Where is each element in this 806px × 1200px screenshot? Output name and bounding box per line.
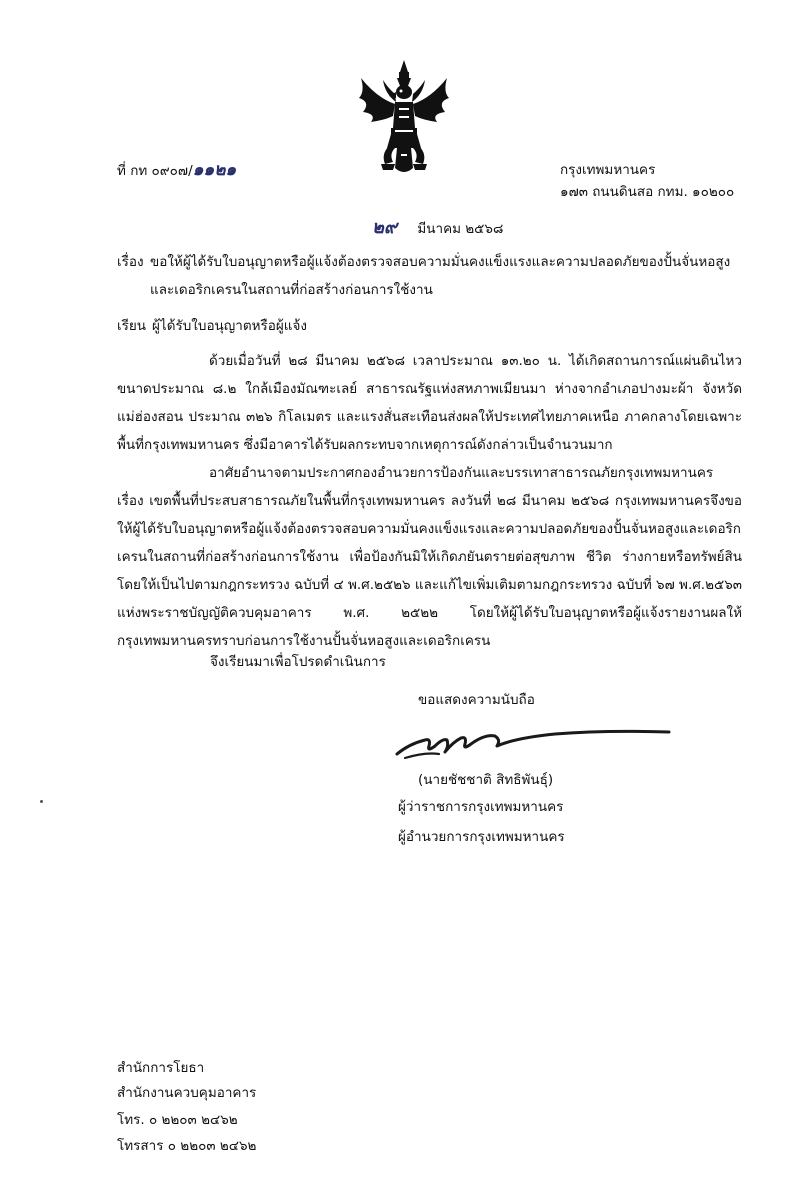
- date-month-year: มีนาคม ๒๕๖๘: [417, 221, 504, 237]
- subject-line-1: ขอให้ผู้ได้รับใบอนุญาตหรือผู้แจ้งต้องตรวจสอบความมั่นคงแข็งแรงและความปลอดภัยของปั้นจั่นหอสูง: [150, 254, 731, 270]
- subject-line-2: และเดอริกเครนในสถานที่ก่อสร้างก่อนการใช้งาน: [150, 282, 433, 298]
- footer-office-2: สำนักงานควบคุมอาคาร: [117, 1085, 257, 1101]
- garuda-emblem-icon: [355, 58, 453, 178]
- scan-speck: [40, 800, 43, 803]
- salutation-label: เรียน: [117, 318, 147, 334]
- body-paragraph-1: ด้วยเมื่อวันที่ ๒๘ มีนาคม ๒๕๖๘ เวลาประมาณ ๑๓.๒๐ น. ได้เกิดสถานการณ์แผ่นดินไหวขนาดประมาณ ๘.๒ ใกล้เมืองมัณฑะเลย์ สาธารณรัฐแห่งสหภาพเมียนมา ห่างจากอำเภอปางมะผ้า จังหวัดแม่ฮ่องสอน ประมาณ ๓๒๖ กิโลเมตร และแรงสั่นสะเทือนส่งผลให้ประเทศไทยภาคเหนือ ภาคกลางโดยเฉพาะพื้นที่กรุงเทพมหานคร ซึ่งมีอาคารได้รับผลกระทบจากเหตุการณ์ดังกล่าวเป็นจำนวนมาก: [117, 353, 742, 453]
- date-day-handwritten: ๒๙: [372, 217, 398, 238]
- org-name: กรุงเทพมหานคร: [560, 162, 656, 178]
- reference-number-handwritten: ๑๑๒๑: [192, 160, 237, 180]
- footer-fax: โทรสาร ๐ ๒๒๐๓ ๒๔๖๒: [117, 1138, 257, 1154]
- footer-office-1: สำนักการโยธา: [117, 1060, 205, 1076]
- signatory-title-1: ผู้ว่าราชการกรุงเทพมหานคร: [398, 799, 564, 815]
- signatory-title-2: ผู้อำนวยการกรุงเทพมหานคร: [398, 829, 565, 845]
- closing-request: จึงเรียนมาเพื่อโปรดดำเนินการ: [210, 654, 386, 670]
- salutation-text: ผู้ได้รับใบอนุญาตหรือผู้แจ้ง: [152, 318, 308, 334]
- footer-phone: โทร. ๐ ๒๒๐๓ ๒๔๖๒: [117, 1112, 238, 1128]
- letter-date: [372, 218, 503, 239]
- reference-number: [117, 160, 236, 181]
- closing: ขอแสดงความนับถือ: [418, 692, 535, 708]
- subject-label: เรื่อง: [117, 254, 144, 270]
- org-address: ๑๗๓ ถนนดินสอ กทม. ๑๐๒๐๐: [560, 184, 735, 200]
- signatory-name: (นายชัชชาติ สิทธิพันธุ์): [418, 772, 554, 788]
- body-paragraph-2: อาศัยอำนาจตามประกาศกองอำนวยการป้องกันและบรรเทาสาธารณภัยกรุงเทพมหานคร เรื่อง เขตพื้นที่ประสบสาธารณภัยในพื้นที่กรุงเทพมหานคร ลงวันที่ ๒๘ มีนาคม ๒๕๖๘ กรุงเทพมหานครจึงขอให้ผู้ได้รับใบอนุญาตหรือผู้แจ้งต้องตรวจสอบความมั่นคงแข็งแรงและความปลอดภัยของปั้นจั่นหอสูงและเดอริกเครนในสถานที่ก่อสร้างก่อนการใช้งาน เพื่อป้องกันมิให้เกิดภยันตรายต่อสุขภาพ ชีวิต ร่างกายหรือทรัพย์สิน โดยให้เป็นไปตามกฎกระทรวง ฉบับที่ ๔ พ.ศ.๒๕๒๖ และแก้ไขเพิ่มเติมตามกฎกระทรวง ฉบับที่ ๖๗ พ.ศ.๒๕๖๓ แห่งพระราชบัญญัติควบคุมอาคาร พ.ศ. ๒๕๒๒ โดยให้ผู้ได้รับใบอนุญาตหรือผู้แจ้งรายงานผลให้กรุงเทพมหานครทราบก่อนการใช้งานปั้นจั่นหอสูงและเดอริกเครน: [117, 465, 743, 649]
- reference-prefix: ที่ กท ๐๙๐๗/: [117, 163, 193, 179]
- handwritten-signature: [395, 718, 675, 768]
